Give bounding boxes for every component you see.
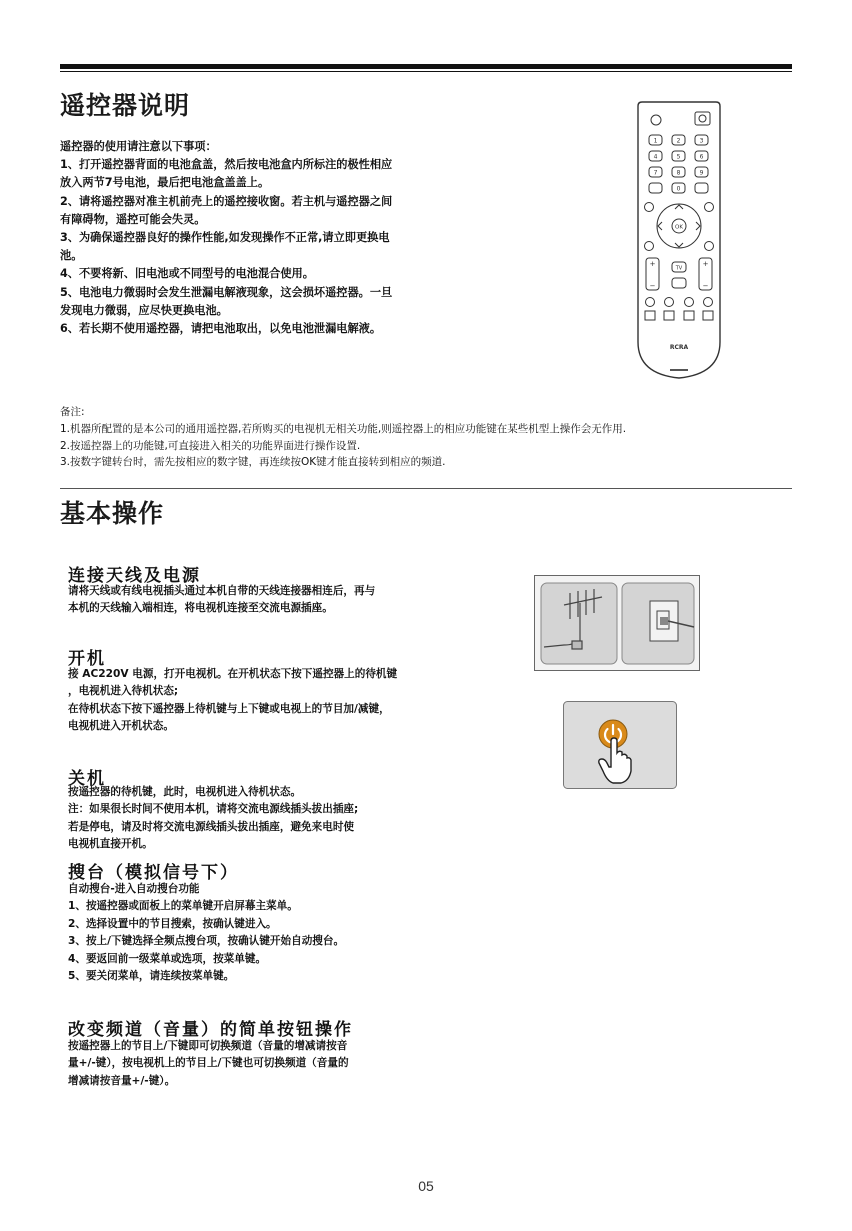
remote-line: 池。: [60, 249, 83, 263]
basic-section-title: 基本操作: [60, 499, 165, 528]
note-line: 2.按遥控器上的功能键,可直接进入相关的功能界面进行操作设置.: [60, 439, 361, 452]
svg-text:9: 9: [699, 169, 704, 177]
ch-plus-label: +: [702, 260, 709, 268]
channel-title: 改变频道（音量）的简单按钮操作: [68, 1020, 353, 1040]
svg-text:0: 0: [676, 185, 681, 193]
remote-line: 发现电力微弱，应尽快更换电池。: [60, 303, 228, 317]
search-line: 自动搜台-进入自动搜台功能: [68, 883, 200, 895]
antenna-title: 连接天线及电源: [68, 566, 201, 586]
remote-line: 2、请将遥控器对准主机前壳上的遥控接收窗。若主机与遥控器之间: [60, 194, 393, 208]
remote-line: 6、若长期不使用遥控器，请把电池取出，以免电池泄漏电解液。: [60, 322, 382, 336]
channel-text: [68, 1038, 349, 1090]
power-off-line: 按遥控器的待机键，此时，电视机进入待机状态。: [68, 786, 302, 798]
channel-line: 增减请按音量+/-键）。: [68, 1074, 176, 1087]
search-title: 搜台（模拟信号下）: [68, 863, 239, 883]
antenna-line: 请将天线或有线电视插头通过本机自带的天线连接器相连后，再与: [68, 585, 376, 597]
remote-section-title: 遥控器说明: [60, 91, 191, 120]
remote-line: 放入两节7号电池，最后把电池盒盖盖上。: [60, 176, 270, 190]
svg-text:8: 8: [676, 169, 681, 177]
ok-key-label: OK: [675, 224, 683, 231]
svg-text:2: 2: [676, 137, 681, 145]
svg-text:6: 6: [699, 153, 704, 161]
search-line: 2、选择设置中的节目搜索，按确认键进入。: [68, 917, 277, 930]
svg-text:3: 3: [699, 137, 704, 145]
svg-text:5: 5: [676, 153, 681, 161]
antenna-text: [68, 583, 375, 618]
power-on-line: 在待机状态下按下遥控器上待机键与上下键或电视上的节目加/减键，: [68, 702, 390, 715]
search-line: 4、要返回前一级菜单或选项，按菜单键。: [68, 952, 267, 965]
channel-line: 量+/-键），按电视机上的节目上/下键也可切换频道（音量的: [68, 1057, 349, 1070]
power-off-line: 注：如果很长时间不使用本机，请将交流电源线插头拔出插座;: [68, 803, 359, 816]
power-off-text: [68, 784, 358, 854]
section-divider: [60, 488, 792, 489]
remote-line: 4、不要将新、旧电池或不同型号的电池混合使用。: [60, 267, 314, 281]
search-text: [68, 881, 344, 985]
power-off-line: 若是停电，请及时将交流电源线插头拔出插座，避免来电时使: [68, 820, 355, 833]
top-rule-thin: [60, 71, 792, 72]
note-line: 3.按数字键转台时，需先按相应的数字键，再连续按OK键才能直接转到相应的频道.: [60, 456, 446, 469]
power-on-text: [68, 666, 397, 736]
vol-minus-label: −: [649, 282, 656, 290]
power-on-line: 电视机进入开机状态。: [68, 720, 174, 733]
power-on-line: ，电视机进入待机状态;: [68, 685, 179, 698]
search-line: 1、按遥控器或面板上的菜单键开启屏幕主菜单。: [68, 900, 298, 913]
tv-key-label: TV: [675, 265, 683, 272]
note-line: 1.机器所配置的是本公司的通用遥控器,若所购买的电视机无相关功能,则遥控器上的相应功能键在某些机型上操作会无作用.: [60, 422, 627, 435]
remote-brand: RCRA: [669, 344, 689, 351]
svg-text:1: 1: [653, 137, 658, 145]
power-button-illustration: [563, 701, 677, 789]
antenna-connection-illustration: [534, 575, 700, 671]
top-rule: [60, 64, 792, 69]
channel-line: 按遥控器上的节目上/下键即可切换频道（音量的增减请按音: [68, 1040, 348, 1052]
remote-line: 3、为确保遥控器良好的操作性能,如发现操作不正常,请立即更换电: [60, 231, 390, 245]
vol-plus-label: +: [649, 260, 656, 268]
remote-line: 1、打开遥控器背面的电池盒盖，然后按电池盒内所标注的极性相应: [60, 158, 393, 172]
notes-label: 备注:: [60, 406, 85, 418]
svg-text:7: 7: [653, 169, 658, 177]
page-number: 05: [418, 1178, 434, 1194]
antenna-line: 本机的天线输入端相连，将电视机连接至交流电源插座。: [68, 602, 333, 615]
power-on-line: 接 AC220V 电源，打开电视机。在开机状态下按下遥控器上的待机键: [68, 668, 398, 680]
power-on-title: 开机: [68, 649, 106, 669]
notes-block: [60, 404, 626, 471]
remote-line: 5、电池电力微弱时会发生泄漏电解液现象，这会损坏遥控器。一旦: [60, 285, 393, 299]
remote-instructions: [60, 138, 392, 338]
power-off-line: 电视机直接开机。: [68, 838, 153, 851]
search-line: 3、按上/下键选择全频点搜台项，按确认键开始自动搜台。: [68, 935, 345, 948]
remote-intro: 遥控器的使用请注意以下事项：: [60, 140, 217, 153]
svg-text:4: 4: [653, 153, 658, 161]
remote-line: 有障碍物，遥控可能会失灵。: [60, 212, 206, 226]
ch-minus-label: −: [702, 282, 709, 290]
search-line: 5、要关闭菜单，请连续按菜单键。: [68, 970, 235, 983]
remote-control-illustration: [636, 98, 722, 382]
power-off-title: 关机: [68, 769, 106, 789]
